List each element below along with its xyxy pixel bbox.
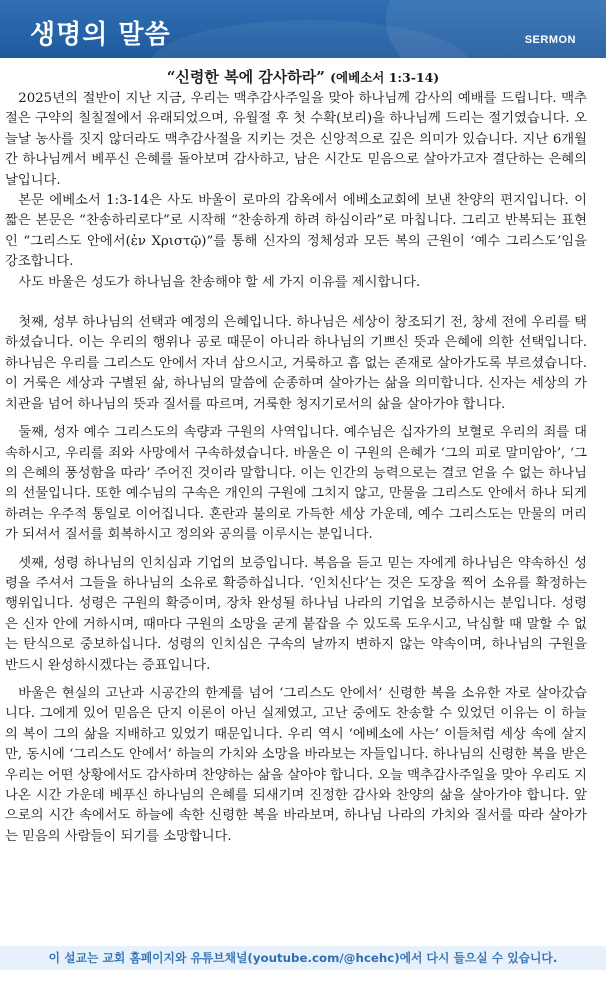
paragraph-text: 본문 에베소서 1:3-14은 사도 바울이 로마의 감옥에서 에베소교회에 보낸 찬양의 편지입니다. 이 짧은 본문은 “찬송하리로다”로 시작해 “찬송하게 하려 하심이라”로 마칩니다. 그리고 반복되는 표현인 “그리스도 안에서(ἐν Χριστῷ)”를 통해 신자의 정체성과 모든 복의 근원이 ‘예수 그리스도’임을 강조합니다. bbox=[5, 193, 587, 270]
brand-title: 생명의 말씀 bbox=[30, 20, 171, 50]
paragraph-first: 첫째, 성부 하나님의 선택과 예정의 은혜입니다. 하나님은 세상이 창조되기 전, 창세 전에 우리를 택하셨습니다. 이는 우리의 행위나 공로 때문이 아니라 하나님의 기쁘신 뜻과 은혜에 의한 선택입니다. 하나님은 우리를 그리스도 안에서 자녀 삼으시고, 거룩하고 흠 없는 존재로 살아가도록 부르셨습니다. 이 거룩은 세상과 구별된 삶, 하나님의 말씀에 순종하며 살아가는 삶을 의미합니다. 신자는 세상의 가치관을 넘어 하나님의 뜻과 질서를 따르며, 거룩한 청지기로서의 삶을 살아가야 합니다. bbox=[5, 315, 587, 412]
paragraph-third: 셋째, 성령 하나님의 인치심과 기업의 보증입니다. 복음을 듣고 믿는 자에게 하나님은 약속하신 성령을 주셔서 그들을 하나님의 소유로 확증하십니다. ‘인치신다’는 것은 도장을 찍어 소유를 확정하는 행위입니다. 성령은 구원의 확증이며, 장차 완성될 하나님 나라의 기업을 보증하시는 분입니다. 성령은 신자 안에 거하시며, 때마다 구원의 소망을 굳게 붙잡을 수 있도록 도우시고, 낙심할 때 말할 수 없는 탄식으로 중보하십니다. 성령의 인치심은 구속의 날까지 변하지 않는 약속이며, 하나님의 구원을 반드시 완성하시겠다는 증표입니다. bbox=[5, 555, 587, 673]
paragraph-conclusion: 바울은 현실의 고난과 시공간의 한계를 넘어 ‘그리스도 안에서’ 신령한 복을 소유한 자로 살아갔습니다. 그에게 있어 믿음은 단지 이론이 아닌 실제였고, 고난 중에도 찬송할 수 있었던 이유는 이 하늘의 복이 그의 삶을 지배하고 있었기 때문입니다. 우리 역시 ‘에베소에 사는’ 이들처럼 세상 속에 살지만, 동시에 ‘그리스도 안에서’ 하늘의 가치와 소망을 바라보는 자들입니다. 하나님의 신령한 복을 받은 우리는 어떤 상황에서도 감사하며 찬양하는 삶을 살아야 합니다. 오늘 맥추감사주일을 맞아 우리도 지나온 시간 가운데 베푸신 하나님의 은혜를 되새기며 진정한 감사와 찬양의 삶을 살아가야 합니다. 앞으로의 시간 속에서도 하늘에 속한 신령한 복을 바라보며, 하나님 나라의 가치와 질서를 따라 살아가는 믿음의 사람들이 되기를 소망합니다. bbox=[5, 685, 587, 844]
section-label: SERMON bbox=[524, 34, 576, 46]
sermon-title-row bbox=[0, 66, 606, 87]
sermon-title: “신령한 복에 감사하라” bbox=[166, 68, 325, 86]
footer-note: 이 설교는 교회 홈페이지와 유튜브채널(youtube.com/@hcehc)에서 다시 들으실 수 있습니다. bbox=[0, 946, 606, 970]
paragraph-reasons: 사도 바울은 성도가 하나님을 찬송해야 할 세 가지 이유를 제시합니다. bbox=[18, 274, 421, 290]
sermon-body bbox=[5, 89, 587, 847]
paragraph-second: 둘째, 성자 예수 그리스도의 속량과 구원의 사역입니다. 예수님은 십자가의 보혈로 우리의 죄를 대속하시고, 우리를 죄와 사망에서 구속하셨습니다. 바울은 이 구원의 은혜가 ‘그의 피로 말미암아’, ‘그의 은혜의 풍성함을 따라’ 주어진 것이라 말합니다. 이는 인간의 능력으로는 결코 얻을 수 없는 하나님의 선물입니다. 또한 예수님의 구속은 개인의 구원에 그치지 않고, 만물을 그리스도 안에서 하나 되게 하려는 우주적 통일로 이어집니다. 혼란과 불의로 가득한 세상 가운데, 예수 그리스도는 만물의 머리가 되셔서 질서를 회복하시고 정의와 공의를 이루시는 분입니다. bbox=[5, 425, 587, 543]
paragraph-intro: 2025년의 절반이 지난 지금, 우리는 맥추감사주일을 맞아 하나님께 감사의 예배를 드립니다. 맥추절은 구약의 칠칠절에서 유래되었으며, 유월절 후 첫 수확(보리)을 하나님께 드리는 절기였습니다. 오늘날 농사를 짓지 않더라도 맥추감사절을 지키는 것은 신앙적으로 깊은 의미가 있습니다. 지난 6개월간 하나님께서 베푸신 은혜를 돌아보며 감사하고, 남은 시간도 믿음으로 살아가고자 결단하는 은혜의 날입니다. bbox=[5, 91, 587, 188]
header-banner bbox=[0, 0, 606, 58]
scripture-reference: (에베소서 1:3-14) bbox=[330, 70, 440, 85]
